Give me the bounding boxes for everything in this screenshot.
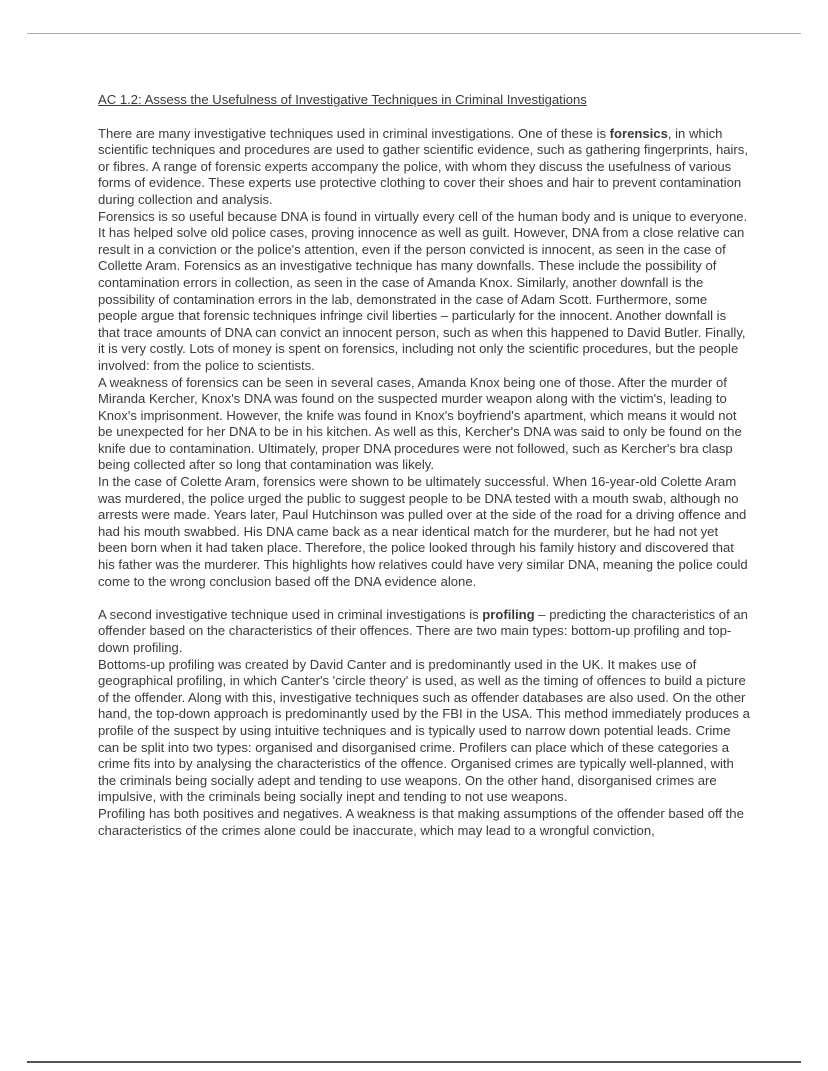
text-run: Bottoms-up profiling was created by David Canter and is predominantly used in the UK. It makes use of geographical profiling, in which Canter's 'circle theory' is used, as well as the timing of offences to build a picture of the offender. Along with this, investigative techniques such as offender databases are also used. On the other hand, the top-down approach is predominantly used by the FBI in the USA. This method immediately produces a profile of the suspect by using intuitive techniques and is typically used to narrow down potential leads. Crime can be split into two types: organised and disorganised crime. Profilers can place which of these categories a crime fits into by analysing the characteristics of the offence. Organised crimes are typically well-planned, with the criminals being socially adept and tending to use weapons. On the other hand, disorganised crimes are impulsive, with the criminals being socially inept and tending to not use weapons.: [98, 656, 750, 805]
paragraph: [98, 375, 750, 475]
text-run: – predicting the characteristics of an offender based on the characteristics of their offences. There are two main types: bottom-up profiling and top-down profiling.: [98, 606, 748, 655]
document-body: [98, 92, 750, 839]
text-run: A weakness of forensics can be seen in several cases, Amanda Knox being one of those. After the murder of Miranda Kercher, Knox's DNA was found on the suspected murder weapon along with the victim's, leading to Knox's imprisonment. However, the knife was found in Knox's boyfriend's apartment, which means it would not be unexpected for her DNA to be in his kitchen. As well as this, Kercher's DNA was said to only be found on the knife due to contamination. Ultimately, proper DNA procedures were not followed, such as Kercher's bra clasp being collected after so long that contamination was likely.: [98, 374, 742, 473]
paragraph: [98, 657, 750, 806]
paragraph: [98, 806, 750, 839]
text-run: , in which scientific techniques and procedures are used to gather scientific evidence, such as gathering fingerprints, hairs, or fibres. A range of forensic experts accompany the police, with whom they discuss the usefulness of various forms of evidence. These experts use protective clothing to cover their shoes and hair to prevent contamination during collection and analysis.: [98, 125, 748, 207]
paragraph-spacer: [98, 590, 750, 607]
bold-term: profiling: [482, 606, 535, 622]
document-title: AC 1.2: Assess the Usefulness of Investigative Techniques in Criminal Investigations: [98, 92, 587, 107]
paragraphs-container: [98, 126, 750, 840]
page-top-divider: [27, 33, 801, 34]
paragraph: [98, 474, 750, 590]
paragraph: [98, 126, 750, 209]
text-run: Profiling has both positives and negatives. A weakness is that making assumptions of the offender based off the characteristics of the crimes alone could be inaccurate, which may lead to a wrongful conviction,: [98, 805, 744, 838]
text-run: A second investigative technique used in criminal investigations is: [98, 606, 483, 622]
bold-term: forensics: [609, 125, 668, 141]
page-bottom-divider: [27, 1061, 801, 1063]
paragraph: [98, 209, 750, 375]
text-run: In the case of Colette Aram, forensics were shown to be ultimately successful. When 16-year-old Colette Aram was murdered, the police urged the public to suggest people to be DNA tested with a mouth swab, although no arrests were made. Years later, Paul Hutchinson was pulled over at the side of the road for a driving offence and had his mouth swabbed. His DNA came back as a near identical match for the murderer, but he had not yet been born when it had taken place. Therefore, the police looked through his family history and discovered that his father was the murderer. This highlights how relatives could have very similar DNA, meaning the police could come to the wrong conclusion based off the DNA evidence alone.: [98, 474, 748, 589]
paragraph: [98, 607, 750, 657]
text-run: There are many investigative techniques used in criminal investigations. One of these is: [98, 125, 610, 141]
text-run: Forensics is so useful because DNA is found in virtually every cell of the human body and is unique to everyone. It has helped solve old police cases, proving innocence as well as guilt. However, DNA from a close relative can result in a conviction or the police's attention, even if the person convicted is innocent, as seen in the case of Collette Aram. Forensics as an investigative technique has many downfalls. These include the possibility of contamination errors in collection, as seen in the case of Amanda Knox. Similarly, another downfall is the possibility of contamination errors in the lab, demonstrated in the case of Adam Scott. Furthermore, some people argue that forensic techniques infringe civil liberties – particularly for the innocent. Another downfall is that trace amounts of DNA can convict an innocent person, such as when this happened to David Butler. Finally, it is very costly. Lots of money is spent on forensics, including not only the scientific procedures, but the people involved: from the police to scientists.: [98, 208, 748, 373]
